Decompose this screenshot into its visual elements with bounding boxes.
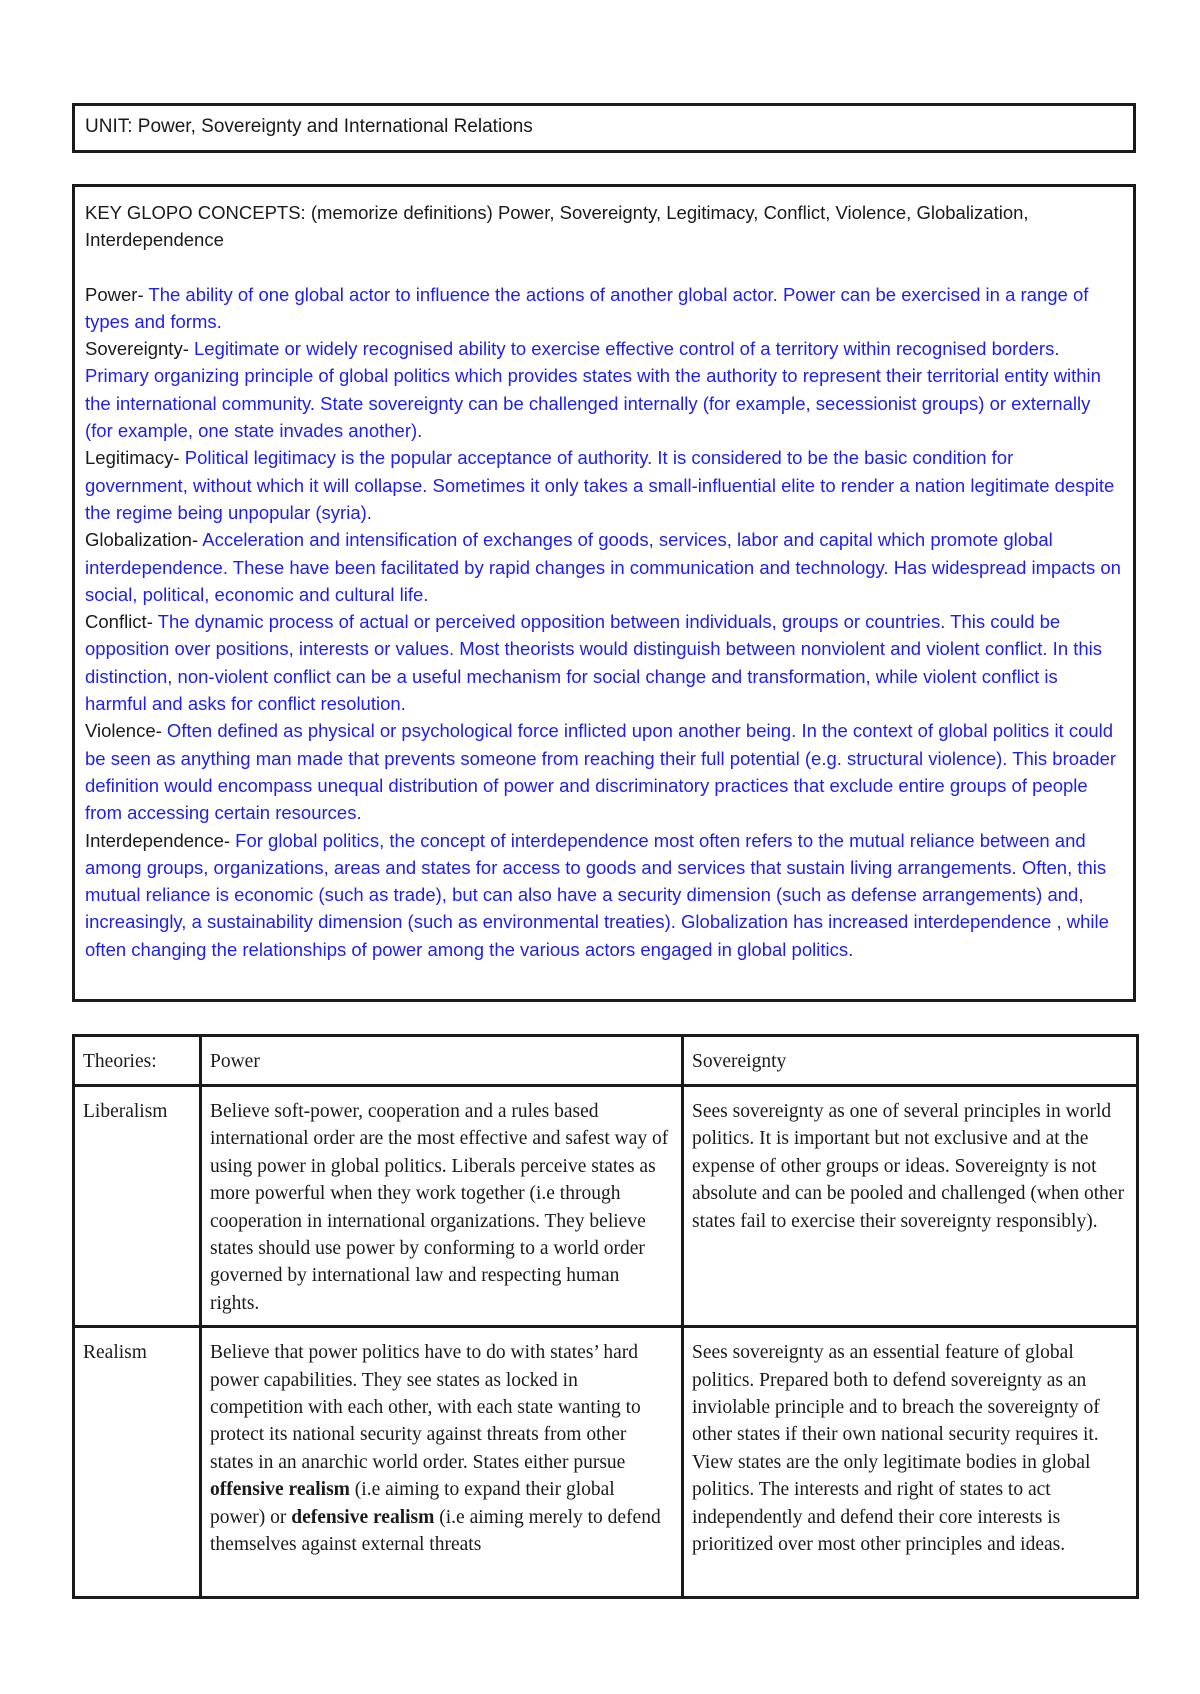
- definition-term: Conflict-: [85, 611, 153, 633]
- header-sovereignty: Sovereignty: [683, 1036, 1138, 1086]
- definition-conflict: [85, 608, 1121, 717]
- definition-term: Legitimacy-: [85, 447, 180, 469]
- definition-text: The ability of one global actor to influence the actions of another global actor. Power can be exercised in a range of types and forms.: [85, 283, 1089, 332]
- table-row-liberalism: [74, 1086, 1138, 1327]
- liberalism-power: Believe soft-power, cooperation and a rules based international order are the most effective and safest way of using power in global politics. Liberals perceive states as more powerful when they work together (i.e through cooperation in international organizations. They believe states should use power by conforming to a world order governed by international law and respecting human rights.: [201, 1086, 683, 1327]
- key-concepts-box: [72, 184, 1136, 1002]
- definition-globalization: [85, 526, 1121, 608]
- theories-table: [72, 1034, 1139, 1599]
- definition-term: Globalization-: [85, 529, 199, 551]
- definition-sovereignty: [85, 335, 1121, 444]
- unit-title-box: [72, 103, 1136, 153]
- table-row-realism: [74, 1327, 1138, 1598]
- realism-sovereignty: Sees sovereignty as an essential feature of global politics. Prepared both to defend sovereignty as an inviolable principle and to breach the sovereignty of other states if their own national security requires it. View states are the only legitimate bodies in global politics. The interests and right of states to act independently and defend their core interests is prioritized over most other principles and ideas.: [683, 1327, 1138, 1598]
- theory-name: Realism: [74, 1327, 201, 1598]
- definition-legitimacy: [85, 444, 1121, 526]
- definition-text: Acceleration and intensification of exchanges of goods, services, labor and capital which promote global interdependence. These have been facilitated by rapid changes in communication and technology. Has widespread impacts on social, political, economic and cultural life.: [85, 529, 1121, 605]
- definition-text: Often defined as physical or psychological force inflicted upon another being. In the context of global politics it could be seen as anything man made that prevents someone from reaching their full potential (e.g. structural violence). This broader definition would encompass unequal distribution of power and discriminatory practices that exclude entire groups of people from accessing certain resources.: [85, 720, 1117, 824]
- realism-power: [201, 1327, 683, 1598]
- table-header-row: [74, 1036, 1138, 1086]
- definition-interdependence: [85, 827, 1121, 963]
- definition-text: The dynamic process of actual or perceived opposition between individuals, groups or countries. This could be opposition over positions, interests or values. Most theorists would distinguish between nonviolent and violent conflict. In this distinction, non-violent conflict can be a useful mechanism for social change and transformation, while violent conflict is harmful and asks for conflict resolution.: [85, 611, 1103, 715]
- realism-power-text: (i.e aiming to expand their global power) or: [210, 1479, 615, 1528]
- liberalism-sovereignty: Sees sovereignty as one of several principles in world politics. It is important but not exclusive and at the expense of other groups or ideas. Sovereignty is not absolute and can be pooled and challenged (when other states fail to exercise their sovereignty responsibly).: [683, 1086, 1138, 1327]
- definition-text: For global politics, the concept of interdependence most often refers to the mutual reliance between and among groups, organizations, areas and states for access to goods and services that sustain living arrangements. Often, this mutual reliance is economic (such as trade), but can also have a security dimension (such as defense arrangements) and, increasingly, a sustainability dimension (such as environmental treaties). Globalization has increased interdependence , while often changing the relationships of power among the various actors engaged in global politics.: [85, 829, 1109, 960]
- realism-power-text: (i.e aiming merely to defend themselves against external threats: [210, 1506, 661, 1556]
- definition-term: Violence-: [85, 720, 162, 742]
- definition-text: Political legitimacy is the popular acceptance of authority. It is considered to be the basic condition for government, without which it will collapse. Sometimes it only takes a small-influential elite to render a nation legitimate despite the regime being unpopular (syria).: [85, 447, 1115, 523]
- header-power: Power: [201, 1036, 683, 1086]
- definition-term: Sovereignty-: [85, 338, 189, 360]
- definition-term: Power-: [85, 283, 144, 305]
- definition-violence: [85, 717, 1121, 826]
- defensive-realism-term: defensive realism: [291, 1506, 435, 1528]
- theory-name: Liberalism: [74, 1086, 201, 1327]
- realism-power-text: Believe that power politics have to do with states’ hard power capabilities. They see states as locked in competition with each other, with each state wanting to protect its national security against threats from other states in an anarchic world order. States either pursue: [210, 1342, 641, 1473]
- unit-title: UNIT: Power, Sovereignty and International Relations: [85, 116, 533, 137]
- header-theories: Theories:: [74, 1036, 201, 1086]
- key-concepts-intro: KEY GLOPO CONCEPTS: (memorize definitions) Power, Sovereignty, Legitimacy, Conflict, Violence, Globalization, Interdependence: [85, 202, 1029, 251]
- definition-term: Interdependence-: [85, 829, 231, 851]
- definition-text: Legitimate or widely recognised ability to exercise effective control of a territory within recognised borders. Primary organizing principle of global politics which provides states with the authority to represent their territorial entity within the international community. State sovereignty can be challenged internally (for example, secessionist groups) or externally (for example, one state invades another).: [85, 338, 1101, 442]
- definition-power: [85, 281, 1121, 336]
- offensive-realism-term: offensive realism: [210, 1479, 350, 1501]
